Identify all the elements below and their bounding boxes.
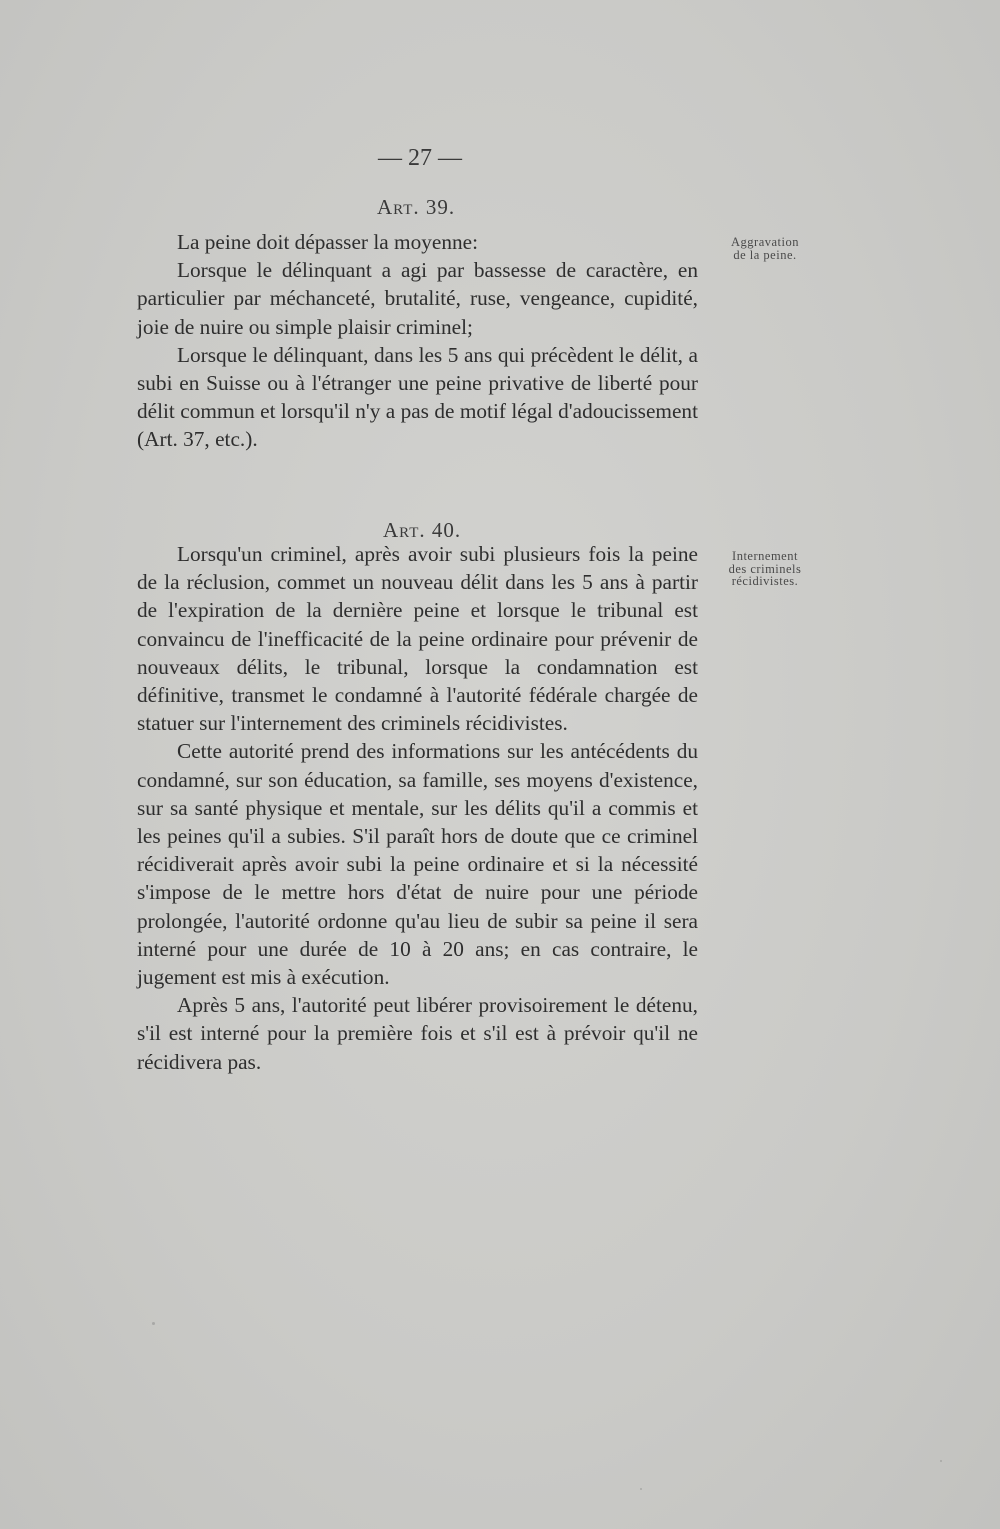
margin-note-line: Aggravation <box>731 235 799 249</box>
article-40-paragraph: Lorsqu'un criminel, après avoir subi plusieurs fois la peine de la réclusion, commet un nouveau délit dans les 5 ans à partir de l'expiration de la dernière peine et lorsque le tribunal est convaincu de l'inefficacité de la peine ordinaire pour prévenir de nouveaux délits, le tribunal, lorsque la condamnation est définitive, transmet le condamné à l'autorité fédérale chargée de statuer sur l'internement des criminels récidivistes. <box>137 542 698 736</box>
article-40-paragraph: Cette autorité prend des informations sur les antécédents du condamné, sur son éducation, sa famille, ses moyens d'existence, sur sa santé physique et mentale, sur les délits qu'il a commis et les peines qu'il a subies. S'il paraît hors de doute que ce criminel récidiverait après avoir subi la peine ordinaire et si la nécessité s'impose de le mettre hors d'état de nuire pour une période prolongée, l'autorité ordonne qu'au lieu de subir sa peine il sera interné pour une durée de 10 à 20 ans; en cas contraire, le jugement est mis à exécution. <box>137 739 698 990</box>
article-40-title-text: Art. 40. <box>383 518 462 542</box>
paper-speck <box>152 1322 155 1325</box>
article-40-paragraph: Après 5 ans, l'autorité peut libérer provisoirement le détenu, s'il est interné pour la première fois et s'il est à prévoir qu'il ne récidivera pas. <box>137 993 698 1074</box>
paper-speck <box>640 1488 642 1490</box>
margin-note-line: de la peine. <box>733 247 797 262</box>
article-39-title-text: Art. 39. <box>377 195 456 219</box>
margin-note-article-40 <box>712 550 818 588</box>
margin-note-line: des criminels <box>728 561 802 576</box>
margin-note-line: récidivistes. <box>731 574 799 588</box>
page-number: — 27 — <box>378 145 462 171</box>
article-40-body <box>137 540 698 1076</box>
article-39-title <box>377 195 455 220</box>
article-39-paragraph: La peine doit dépasser la moyenne: <box>177 230 479 254</box>
margin-note-article-39 <box>712 236 818 261</box>
article-39-body <box>137 228 698 454</box>
margin-note-line: Internement <box>732 549 798 563</box>
article-39-paragraph: Lorsque le délinquant a agi par bassesse de caractère, en particulier par méchanceté, brutalité, ruse, vengeance, cupidité, joie de nuire ou simple plaisir criminel; <box>137 258 698 339</box>
article-39-paragraph: Lorsque le délinquant, dans les 5 ans qui précèdent le délit, a subi en Suisse ou à l'étranger une peine privative de liberté pour délit commun et lorsqu'il n'y a pas de motif légal d'adoucissement (Art. 37, etc.). <box>137 342 698 452</box>
paper-speck <box>940 1460 942 1462</box>
